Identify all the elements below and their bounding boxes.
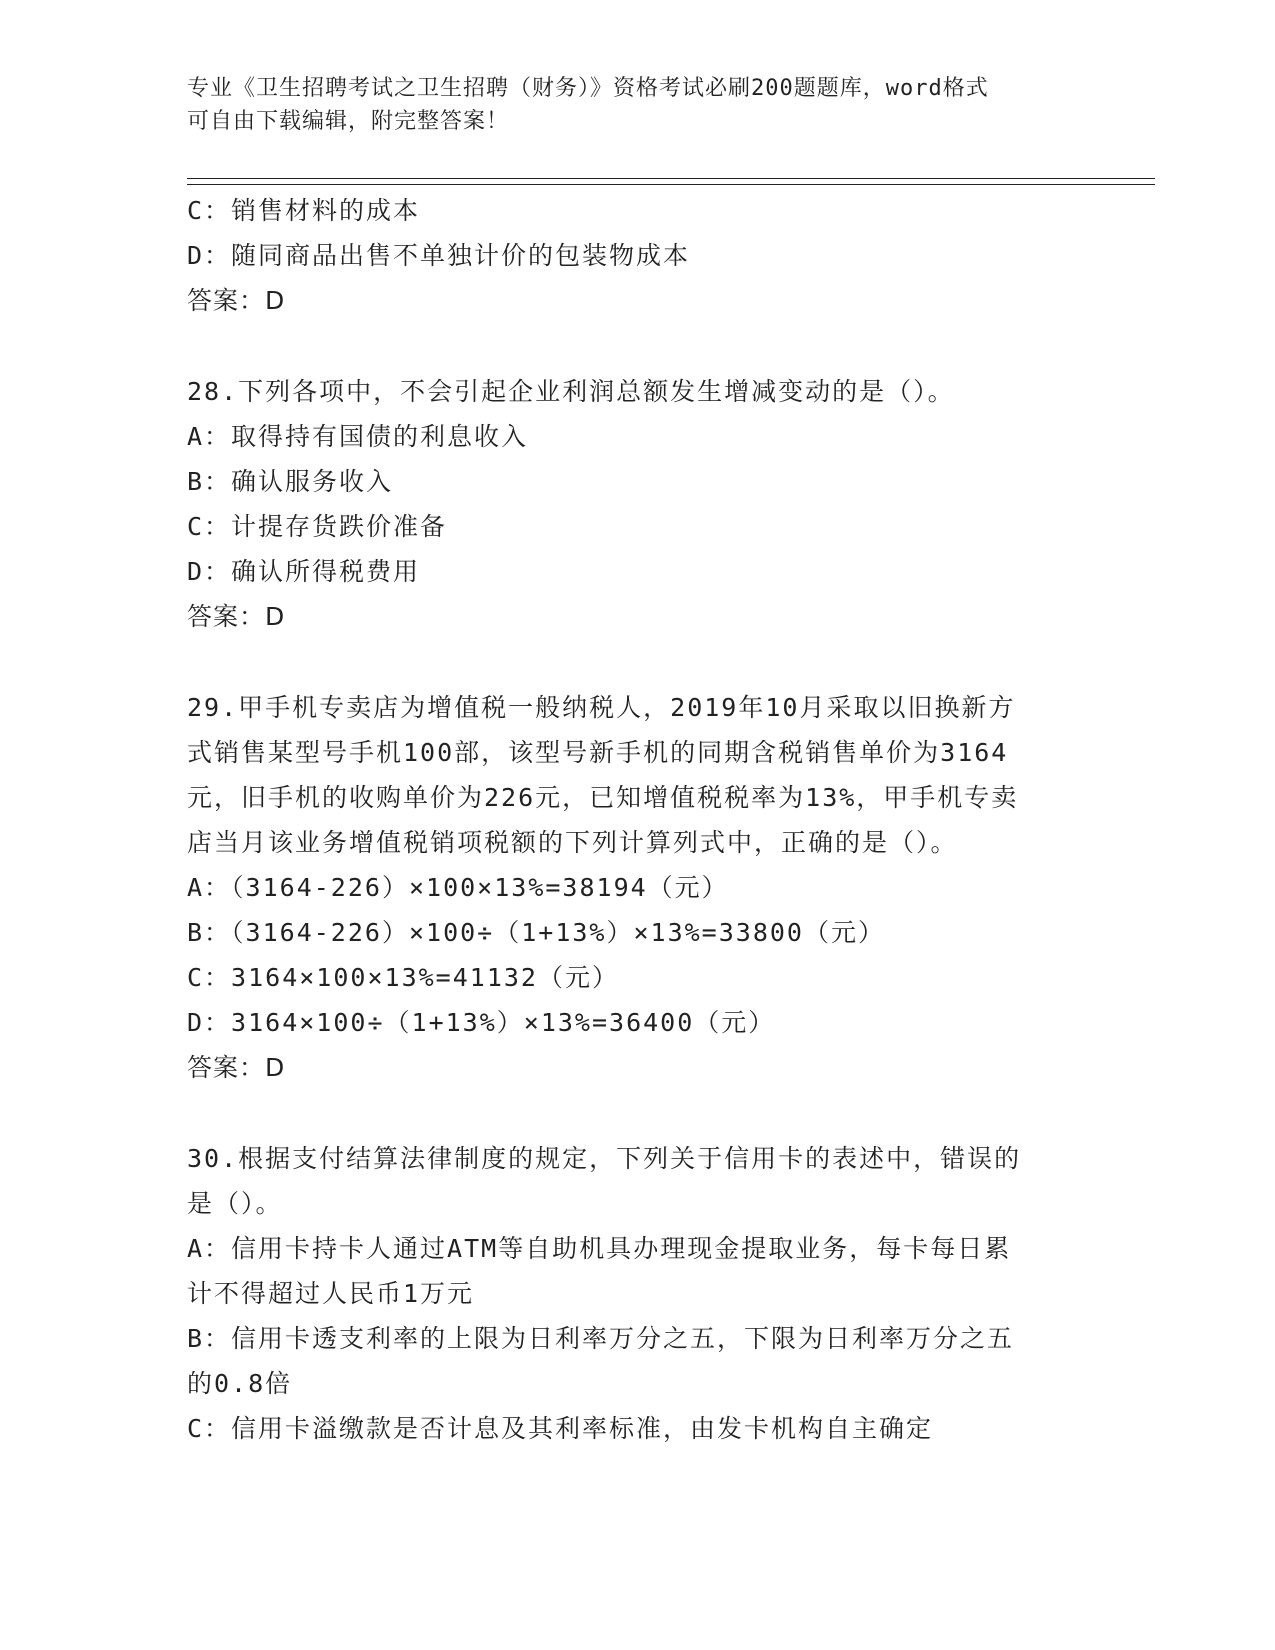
option-a-line: A：信用卡持卡人通过ATM等自助机具办理现金提取业务，每卡每日累 xyxy=(187,1234,1012,1263)
spacer xyxy=(187,1090,1087,1136)
option-b: B：确认服务收入 xyxy=(187,467,394,496)
option-c: C：销售材料的成本 xyxy=(187,196,421,225)
answer: 答案：D xyxy=(187,602,286,631)
option-c: C：3164×100×13%=41132（元） xyxy=(187,963,619,992)
question-stem-line: 元，旧手机的收购单价为226元，已知增值税税率为13%，甲手机专卖 xyxy=(187,783,1019,812)
option-b-line: B：信用卡透支利率的上限为日利率万分之五，下限为日利率万分之五 xyxy=(187,1324,1015,1353)
option-a: A：（3164-226）×100×13%=38194（元） xyxy=(187,873,729,902)
option-d: D：确认所得税费用 xyxy=(187,557,421,586)
question-stem-line: 30.根据支付结算法律制度的规定，下列关于信用卡的表述中，错误的 xyxy=(187,1144,1022,1173)
option-c: C：信用卡溢缴款是否计息及其利率标准，由发卡机构自主确定 xyxy=(187,1414,934,1443)
answer: 答案：D xyxy=(187,1053,286,1082)
header-line-1: 专业《卫生招聘考试之卫生招聘（财务）》资格考试必刷200题题库，word格式 xyxy=(187,76,989,101)
option-c: C：计提存货跌价准备 xyxy=(187,512,448,541)
question-stem-line: 店当月该业务增值税销项税额的下列计算列式中，正确的是（）。 xyxy=(187,828,958,857)
option-a-line: 计不得超过人民币1万元 xyxy=(187,1279,475,1308)
question-stem: 28.下列各项中，不会引起企业利润总额发生增减变动的是（）。 xyxy=(187,377,955,406)
option-d: D：随同商品出售不单独计价的包装物成本 xyxy=(187,241,691,270)
option-d: D：3164×100÷（1+13%）×13%=36400（元） xyxy=(187,1008,776,1037)
option-b-line: 的0.8倍 xyxy=(187,1369,293,1398)
header-line-2: 可自由下载编辑，附完整答案！ xyxy=(187,109,510,134)
question-27-tail xyxy=(187,188,1087,323)
option-b: B：（3164-226）×100÷（1+13%）×13%=33800（元） xyxy=(187,918,885,947)
answer: 答案：D xyxy=(187,286,286,315)
question-stem-line: 29.甲手机专卖店为增值税一般纳税人，2019年10月采取以旧换新方 xyxy=(187,693,1016,722)
spacer xyxy=(187,639,1087,685)
header-divider-top xyxy=(187,178,1155,179)
question-30 xyxy=(187,1136,1087,1451)
option-a: A：取得持有国债的利息收入 xyxy=(187,422,529,451)
spacer xyxy=(187,323,1087,369)
page-header xyxy=(187,72,1067,138)
question-stem-line: 式销售某型号手机100部，该型号新手机的同期含税销售单价为3164 xyxy=(187,738,1009,767)
question-28 xyxy=(187,369,1087,639)
question-29 xyxy=(187,685,1087,1090)
header-divider-bottom xyxy=(187,184,1155,185)
question-stem-line: 是（）。 xyxy=(187,1189,283,1218)
document-body xyxy=(187,188,1087,1451)
